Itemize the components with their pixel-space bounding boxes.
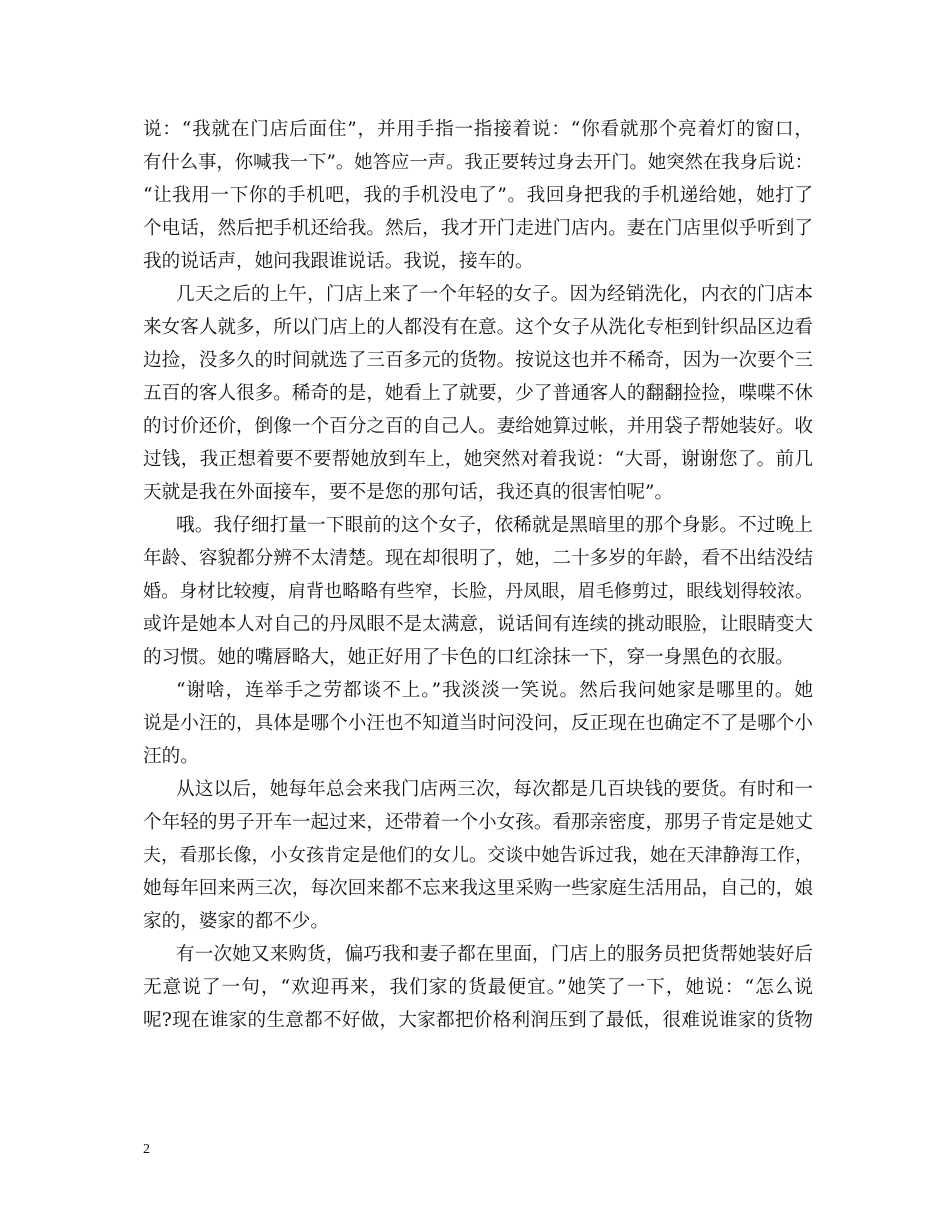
text-line: 无意说了一句，“欢迎再来，我们家的货最便宜。”她笑了一下，她说：“怎么说	[143, 977, 813, 998]
text-line: “谢啥，连举手之劳都谈不上。”我淡淡一笑说。然后我问她家是哪里的。她	[176, 680, 813, 701]
text-line: 或许是她本人对自己的丹凤眼不是太满意，说话间有连续的挑动眼脸，让眼睛变大	[143, 614, 813, 635]
text-line: 有什么事，你喊我一下”。她答应一声。我正要转过身去开门。她突然在我身后说：	[143, 152, 813, 173]
text-line: 汪的。	[143, 746, 199, 767]
text-line: 从这以后，她每年总会来我门店两三次，每次都是几百块钱的要货。有时和一	[176, 779, 813, 800]
text-line: 的讨价还价，倒像一个百分之百的自己人。妻给她算过帐，并用袋子帮她装好。收	[143, 416, 813, 437]
text-line: 来女客人就多，所以门店上的人都没有在意。这个女子从洗化专柜到针织品区边看	[143, 317, 813, 338]
text-line: “让我用一下你的手机吧，我的手机没电了”。我回身把我的手机递给她，她打了	[143, 185, 813, 206]
text-line: 几天之后的上午，门店上来了一个年轻的女子。因为经销洗化，内衣的门店本	[176, 284, 813, 305]
text-line: 边捡，没多久的时间就选了三百多元的货物。按说这也并不稀奇，因为一次要个三	[143, 350, 813, 371]
text-line: 过钱，我正想着要不要帮她放到车上，她突然对着我说：“大哥，谢谢您了。前几	[143, 449, 813, 470]
text-line: 家的，婆家的都不少。	[143, 911, 329, 932]
text-line: 五百的客人很多。稀奇的是，她看上了就要，少了普通客人的翻翻捡捡，喋喋不休	[143, 383, 813, 404]
text-line: 有一次她又来购货，偏巧我和妻子都在里面，门店上的服务员把货帮她装好后	[176, 944, 813, 965]
text-line: 呢?现在谁家的生意都不好做，大家都把价格利润压到了最低，很难说谁家的货物	[143, 1010, 813, 1031]
text-line: 她每年回来两三次，每次回来都不忘来我这里采购一些家庭生活用品，自己的，娘	[143, 878, 813, 899]
text-line: 年龄、容貌都分辨不太清楚。现在却很明了，她，二十多岁的年龄，看不出结没结	[143, 548, 813, 569]
text-line: 的习惯。她的嘴唇略大，她正好用了卡色的口红涂抹一下，穿一身黑色的衣服。	[143, 647, 794, 668]
text-line: 说是小汪的，具体是哪个小汪也不知道当时问没问，反正现在也确定不了是哪个小	[143, 713, 813, 734]
text-line: 天就是我在外面接车，要不是您的那句话，我还真的很害怕呢”。	[143, 482, 674, 503]
text-line: 说：“我就在门店后面住”，并用手指一指接着说：“你看就那个亮着灯的窗口，	[143, 119, 813, 140]
text-line: 婚。身材比较瘦，肩背也略略有些窄，长脸，丹凤眼，眉毛修剪过，眼线划得较浓。	[143, 581, 813, 602]
text-line: 个年轻的男子开车一起过来，还带着一个小女孩。看那亲密度，那男子肯定是她丈	[143, 812, 813, 833]
text-line: 个电话，然后把手机还给我。然后，我才开门走进门店内。妻在门店里似乎听到了	[143, 218, 813, 239]
page-number: 2	[143, 1142, 150, 1157]
text-line: 夫，看那长像，小女孩肯定是他们的女儿。交谈中她告诉过我，她在天津静海工作，	[143, 845, 813, 866]
text-line: 我的说话声，她问我跟谁说话。我说，接车的。	[143, 251, 534, 272]
text-line: 哦。我仔细打量一下眼前的这个女子，依稀就是黑暗里的那个身影。不过晚上	[176, 515, 813, 536]
